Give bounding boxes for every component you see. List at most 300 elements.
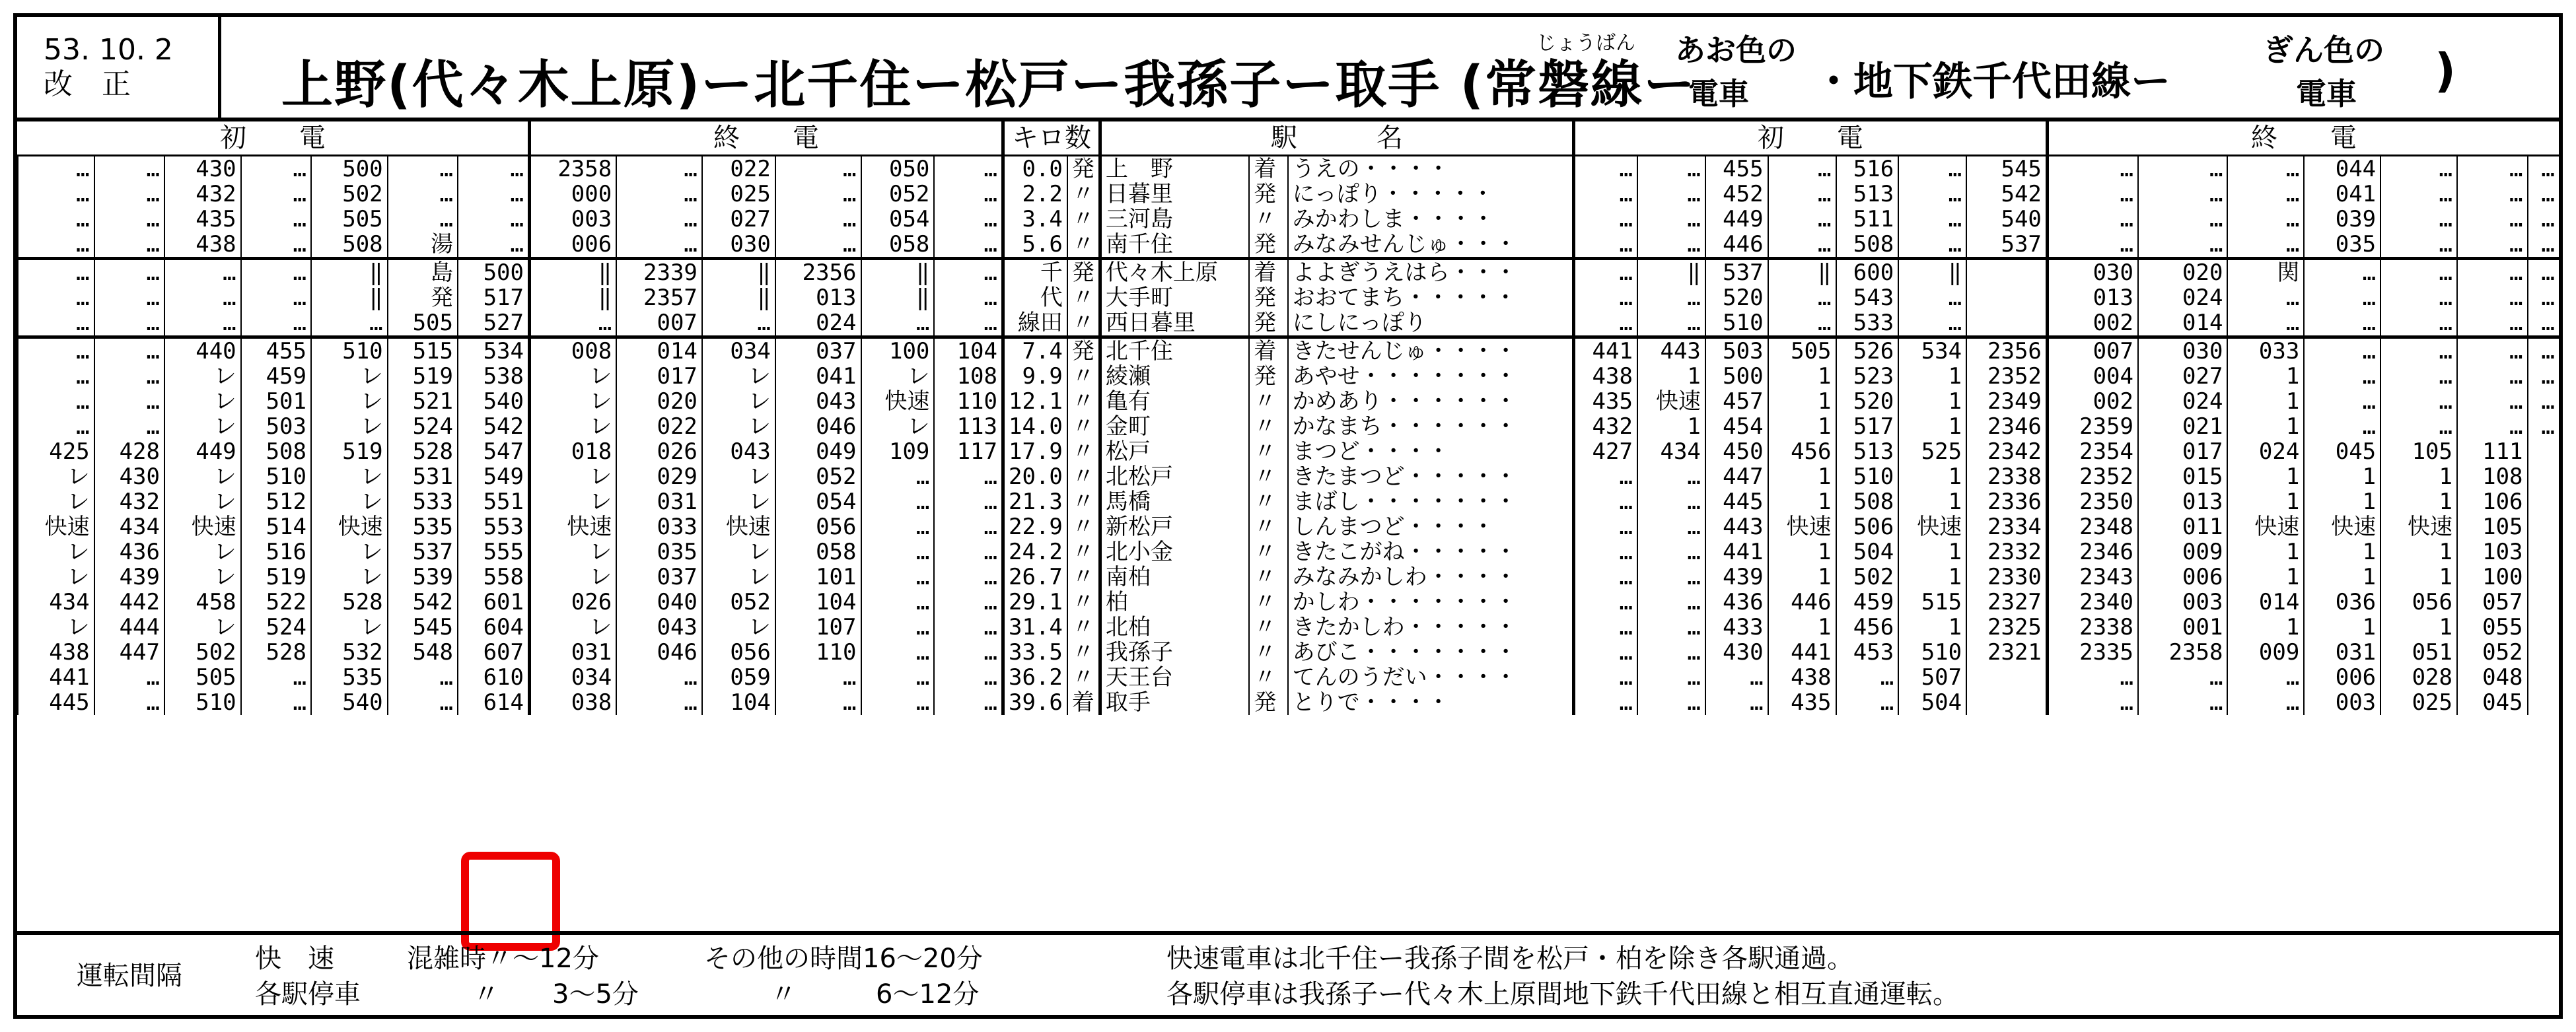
up-last-time: 111 <box>2457 439 2528 464</box>
dep-arr-mark: 〃 <box>1067 389 1100 414</box>
up-first-time: 441 <box>1768 640 1836 665</box>
down-first-time: … <box>18 389 94 414</box>
close-paren: ) <box>2435 44 2456 98</box>
up-first-time: … <box>1637 182 1705 207</box>
down-last-time: レ <box>530 565 617 590</box>
down-first-time: レ <box>164 389 241 414</box>
down-last-time: 037 <box>775 337 861 364</box>
dep-arr-mark: 〃 <box>1067 514 1100 539</box>
down-last-time: 006 <box>530 232 617 259</box>
station-kana: みかわしま・・・・ <box>1288 207 1574 232</box>
up-first-time: … <box>1836 665 1899 690</box>
down-last-time: レ <box>530 464 617 489</box>
up-first-time: … <box>1705 690 1768 715</box>
down-first-time: レ <box>164 489 241 514</box>
down-last-time: 037 <box>616 565 702 590</box>
up-last-time: 014 <box>2227 590 2304 615</box>
down-last-time: 003 <box>530 207 617 232</box>
down-last-time: 034 <box>530 665 617 690</box>
down-last-time: 2339 <box>616 259 702 286</box>
up-first-time: 2330 <box>1966 565 2047 590</box>
station-name: 綾瀬 <box>1100 364 1249 389</box>
down-last-time: … <box>616 156 702 182</box>
down-first-time: 430 <box>94 464 164 489</box>
up-last-time: 2352 <box>2047 464 2138 489</box>
up-last-time: 024 <box>2227 439 2304 464</box>
up-last-time: … <box>2528 232 2559 259</box>
down-first-time: 435 <box>164 207 241 232</box>
km-value: 5.6 <box>1003 232 1067 259</box>
dep-arr-mark: 〃 <box>1067 285 1100 310</box>
up-last-time: 2343 <box>2047 565 2138 590</box>
down-last-time: 035 <box>616 539 702 565</box>
down-last-time: レ <box>702 364 775 389</box>
up-last-time: 009 <box>2138 539 2227 565</box>
up-last-time: … <box>2047 207 2138 232</box>
up-last-time: 2350 <box>2047 489 2138 514</box>
up-first-time: 2321 <box>1966 640 2047 665</box>
down-first-time: 540 <box>458 389 530 414</box>
station-kana: てんのうだい・・・・ <box>1288 665 1574 690</box>
station-name: 馬橋 <box>1100 489 1249 514</box>
down-last-time: … <box>861 464 935 489</box>
up-first-time: ‖ <box>1637 259 1705 286</box>
up-last-time: 041 <box>2304 182 2380 207</box>
up-last-time <box>2528 489 2559 514</box>
up-last-time: 1 <box>2227 615 2304 640</box>
up-last-time: 2358 <box>2138 640 2227 665</box>
up-last-time: 1 <box>2227 539 2304 565</box>
up-last-time: 045 <box>2457 690 2528 715</box>
up-first-time: … <box>1898 207 1966 232</box>
up-first-time: … <box>1573 690 1637 715</box>
down-last-time: … <box>775 665 861 690</box>
station-name: 日暮里 <box>1100 182 1249 207</box>
down-first-time: 539 <box>388 565 458 590</box>
down-first-time: … <box>458 182 530 207</box>
up-last-time: 001 <box>2138 615 2227 640</box>
up-first-time: 2352 <box>1966 364 2047 389</box>
up-last-time: 013 <box>2138 489 2227 514</box>
up-last-time: … <box>2138 690 2227 715</box>
up-last-time: 2354 <box>2047 439 2138 464</box>
km-value: 31.4 <box>1003 615 1067 640</box>
up-first-time: … <box>1573 182 1637 207</box>
up-last-time: 024 <box>2138 285 2227 310</box>
down-first-time: … <box>94 665 164 690</box>
down-last-time: … <box>861 690 935 715</box>
down-last-time: ‖ <box>530 285 617 310</box>
up-last-time: 014 <box>2138 310 2227 337</box>
revision-label: 改 正 <box>44 67 131 101</box>
up-first-time: 500 <box>1705 364 1768 389</box>
up-first-time: … <box>1637 310 1705 337</box>
up-first-time: … <box>1573 615 1637 640</box>
up-first-time: 537 <box>1705 259 1768 286</box>
dep-arr-mark: 〃 <box>1249 464 1287 489</box>
other-local-interval: 〃 6〜12分 <box>770 979 980 1010</box>
down-first-time: 558 <box>458 565 530 590</box>
up-last-time: … <box>2227 207 2304 232</box>
down-first-time: 快速 <box>311 514 388 539</box>
down-first-time: 614 <box>458 690 530 715</box>
up-first-time: 1 <box>1898 539 1966 565</box>
up-last-trains-header: 終 電 <box>2047 121 2559 156</box>
up-last-time: … <box>2227 232 2304 259</box>
up-last-time: 057 <box>2457 590 2528 615</box>
down-first-time: … <box>94 337 164 364</box>
down-first-time: レ <box>18 565 94 590</box>
up-last-time: 1 <box>2304 565 2380 590</box>
up-last-time: … <box>2457 414 2528 439</box>
up-first-time: 456 <box>1768 439 1836 464</box>
down-last-time: 040 <box>616 590 702 615</box>
down-first-time: 524 <box>388 414 458 439</box>
station-kana: かめあり・・・・・・ <box>1288 389 1574 414</box>
table-row <box>18 665 2559 690</box>
up-last-time: … <box>2457 310 2528 337</box>
up-last-time: … <box>2380 310 2457 337</box>
up-last-time <box>2528 514 2559 539</box>
down-first-time: 535 <box>388 514 458 539</box>
dep-arr-mark: 〃 <box>1249 439 1287 464</box>
station-kana: とりで・・・・ <box>1288 690 1574 715</box>
station-name: 西日暮里 <box>1100 310 1249 337</box>
down-last-time: 030 <box>702 232 775 259</box>
dep-arr-mark: 〃 <box>1067 182 1100 207</box>
up-first-time: … <box>1573 207 1637 232</box>
up-last-time: 003 <box>2138 590 2227 615</box>
station-name: 北千住 <box>1100 337 1249 364</box>
dep-arr-mark: 〃 <box>1067 414 1100 439</box>
down-last-time: 050 <box>861 156 935 182</box>
down-last-time: レ <box>530 389 617 414</box>
up-last-time: 2338 <box>2047 615 2138 640</box>
down-first-time: 610 <box>458 665 530 690</box>
up-first-time: … <box>1573 565 1637 590</box>
dep-arr-mark: 〃 <box>1067 207 1100 232</box>
up-last-time: … <box>2138 665 2227 690</box>
up-last-time: 快速 <box>2304 514 2380 539</box>
down-first-time: 440 <box>164 337 241 364</box>
down-last-time: レ <box>702 414 775 439</box>
station-kana: あびこ・・・・・・・ <box>1288 640 1574 665</box>
up-last-time: … <box>2380 207 2457 232</box>
up-first-time: 1 <box>1768 414 1836 439</box>
station-name: 南柏 <box>1100 565 1249 590</box>
down-first-time: レ <box>164 615 241 640</box>
down-first-time: … <box>458 232 530 259</box>
down-first-time: レ <box>164 464 241 489</box>
down-first-time: 458 <box>164 590 241 615</box>
up-first-time: 503 <box>1705 337 1768 364</box>
footer <box>17 931 2559 1019</box>
up-last-time: 快速 <box>2380 514 2457 539</box>
up-last-time: 004 <box>2047 364 2138 389</box>
up-first-time: 430 <box>1705 640 1768 665</box>
down-first-time: 514 <box>241 514 311 539</box>
down-first-time: 501 <box>241 389 311 414</box>
up-first-time: 445 <box>1705 489 1768 514</box>
up-last-time: 1 <box>2227 364 2304 389</box>
up-last-time: 056 <box>2380 590 2457 615</box>
down-first-time: … <box>241 232 311 259</box>
table-row <box>18 565 2559 590</box>
up-last-time: … <box>2457 259 2528 286</box>
station-name: 松戸 <box>1100 439 1249 464</box>
down-first-time: レ <box>311 414 388 439</box>
down-last-time: 034 <box>702 337 775 364</box>
up-last-time: 2335 <box>2047 640 2138 665</box>
up-last-time <box>2528 539 2559 565</box>
up-first-time: … <box>1637 640 1705 665</box>
down-first-time: … <box>388 207 458 232</box>
up-last-time: … <box>2227 310 2304 337</box>
down-first-time: … <box>94 389 164 414</box>
down-first-time: … <box>241 310 311 337</box>
down-first-time: 510 <box>241 464 311 489</box>
dep-arr-mark: 〃 <box>1249 665 1287 690</box>
down-last-time: レ <box>861 414 935 439</box>
down-first-time: … <box>18 259 94 286</box>
up-first-time: 1 <box>1768 389 1836 414</box>
up-last-time: … <box>2457 364 2528 389</box>
down-first-time: レ <box>18 489 94 514</box>
station-name: 天王台 <box>1100 665 1249 690</box>
up-last-time: 030 <box>2138 337 2227 364</box>
up-last-time <box>2528 464 2559 489</box>
dep-arr-mark: 発 <box>1067 337 1100 364</box>
down-first-time: … <box>94 414 164 439</box>
table-row <box>18 389 2559 414</box>
up-first-time: 502 <box>1836 565 1899 590</box>
down-last-time: 026 <box>616 439 702 464</box>
down-last-time: ‖ <box>861 259 935 286</box>
dep-arr-mark: 発 <box>1067 259 1100 286</box>
up-first-time: 2356 <box>1966 337 2047 364</box>
up-last-time: 1 <box>2380 615 2457 640</box>
down-first-time: レ <box>164 539 241 565</box>
down-first-time: 548 <box>388 640 458 665</box>
up-first-time: 508 <box>1836 232 1899 259</box>
down-last-time: 113 <box>934 414 1003 439</box>
down-last-time: 049 <box>775 439 861 464</box>
down-first-time: 430 <box>164 156 241 182</box>
down-first-time: 502 <box>311 182 388 207</box>
down-first-time: … <box>94 310 164 337</box>
dep-arr-mark: 〃 <box>1067 464 1100 489</box>
table-row <box>18 615 2559 640</box>
up-first-time: … <box>1637 285 1705 310</box>
up-last-time: … <box>2047 156 2138 182</box>
up-last-time: 002 <box>2047 310 2138 337</box>
down-last-time: レ <box>702 565 775 590</box>
down-first-time: 542 <box>388 590 458 615</box>
up-last-time: … <box>2304 310 2380 337</box>
down-last-time: 2358 <box>530 156 617 182</box>
table-row <box>18 539 2559 565</box>
up-last-time: 2340 <box>2047 590 2138 615</box>
down-first-time: 432 <box>94 489 164 514</box>
station-kana: よよぎうえはら・・・ <box>1288 259 1574 286</box>
up-last-time: 013 <box>2047 285 2138 310</box>
station-kana: きたせんじゅ・・・・ <box>1288 337 1574 364</box>
up-first-time: 506 <box>1836 514 1899 539</box>
up-first-time: 435 <box>1768 690 1836 715</box>
station-name: 金町 <box>1100 414 1249 439</box>
dep-arr-mark: 発 <box>1249 364 1287 389</box>
down-first-time: 508 <box>311 232 388 259</box>
down-last-time: … <box>861 640 935 665</box>
up-last-time: … <box>2528 310 2559 337</box>
up-first-time: 1 <box>1898 565 1966 590</box>
up-first-time: … <box>1573 539 1637 565</box>
down-first-time: … <box>388 156 458 182</box>
up-last-time: 1 <box>2227 489 2304 514</box>
dep-arr-mark: 〃 <box>1067 640 1100 665</box>
down-first-time: 604 <box>458 615 530 640</box>
down-last-time: 2356 <box>775 259 861 286</box>
up-first-time: 2338 <box>1966 464 2047 489</box>
down-first-time: … <box>458 207 530 232</box>
up-first-time: … <box>1573 640 1637 665</box>
up-last-time: 006 <box>2304 665 2380 690</box>
km-value: 29.1 <box>1003 590 1067 615</box>
down-first-time: 455 <box>241 337 311 364</box>
dep-arr-mark: 〃 <box>1067 232 1100 259</box>
up-first-time: 525 <box>1898 439 1966 464</box>
dep-arr-mark: 〃 <box>1249 539 1287 565</box>
up-first-time: 517 <box>1836 414 1899 439</box>
up-first-time: … <box>1898 285 1966 310</box>
up-first-time: 504 <box>1836 539 1899 565</box>
up-first-time: 443 <box>1637 337 1705 364</box>
down-first-time: レ <box>18 615 94 640</box>
up-first-time: 510 <box>1705 310 1768 337</box>
up-last-time: 030 <box>2047 259 2138 286</box>
km-value: 26.7 <box>1003 565 1067 590</box>
dep-arr-mark: 〃 <box>1067 539 1100 565</box>
down-last-time: 043 <box>775 389 861 414</box>
up-first-time: 449 <box>1705 207 1768 232</box>
up-first-time: ‖ <box>1768 259 1836 286</box>
up-first-time: 520 <box>1705 285 1768 310</box>
up-last-time <box>2528 665 2559 690</box>
up-first-time: 快速 <box>1637 389 1705 414</box>
km-value: 12.1 <box>1003 389 1067 414</box>
up-last-time: … <box>2138 182 2227 207</box>
rapid-note: 快速電車は北千住ー我孫子間を松戸・柏を除き各駅通過。 <box>1166 944 1853 974</box>
up-first-time: 1 <box>1637 414 1705 439</box>
station-kana: きたまつど・・・・・ <box>1288 464 1574 489</box>
down-first-time: 535 <box>311 665 388 690</box>
up-last-time: … <box>2047 690 2138 715</box>
up-first-time: 436 <box>1705 590 1768 615</box>
down-last-time: … <box>775 690 861 715</box>
up-first-time: 435 <box>1573 389 1637 414</box>
down-first-time: レ <box>164 565 241 590</box>
down-first-time: … <box>164 285 241 310</box>
km-value: 36.2 <box>1003 665 1067 690</box>
station-kana: まつど・・・・ <box>1288 439 1574 464</box>
down-last-time: … <box>934 539 1003 565</box>
down-first-time: 547 <box>458 439 530 464</box>
up-last-time: 003 <box>2304 690 2380 715</box>
up-last-time: … <box>2047 232 2138 259</box>
down-last-time: … <box>934 182 1003 207</box>
up-first-time: 447 <box>1705 464 1768 489</box>
down-last-time: 110 <box>775 640 861 665</box>
down-last-time: 快速 <box>530 514 617 539</box>
up-first-time: 1 <box>1637 364 1705 389</box>
up-first-time: 2332 <box>1966 539 2047 565</box>
up-first-time: 443 <box>1705 514 1768 539</box>
up-last-time <box>2528 439 2559 464</box>
km-value: 14.0 <box>1003 414 1067 439</box>
down-first-time: 505 <box>388 310 458 337</box>
up-first-time: 441 <box>1573 337 1637 364</box>
down-first-time: … <box>94 690 164 715</box>
up-first-time: 438 <box>1768 665 1836 690</box>
station-kana: うえの・・・・ <box>1288 156 1574 182</box>
up-last-time: 108 <box>2457 464 2528 489</box>
dep-arr-mark: 発 <box>1249 310 1287 337</box>
up-first-time: 508 <box>1836 489 1899 514</box>
down-last-time: … <box>934 310 1003 337</box>
down-last-time: レ <box>702 464 775 489</box>
up-last-time: … <box>2457 285 2528 310</box>
down-first-trains-header: 初 電 <box>18 121 530 156</box>
up-first-trains-header: 初 電 <box>1573 121 2047 156</box>
down-first-time: 505 <box>311 207 388 232</box>
rapid-rush-interval: 混雑時〃〜12分 <box>407 944 599 974</box>
up-last-time: 1 <box>2380 464 2457 489</box>
down-last-time: 043 <box>616 615 702 640</box>
down-first-time: 524 <box>241 615 311 640</box>
up-last-time: 007 <box>2047 337 2138 364</box>
down-first-time: 542 <box>458 414 530 439</box>
down-last-time: 059 <box>702 665 775 690</box>
up-last-time <box>2528 590 2559 615</box>
dep-arr-mark: 〃 <box>1067 565 1100 590</box>
local-note: 各駅停車は我孫子ー代々木上原間地下鉄千代田線と相互直通運転。 <box>1166 979 1959 1010</box>
down-first-time: 534 <box>458 337 530 364</box>
up-first-time: … <box>1637 232 1705 259</box>
down-first-time: 528 <box>311 590 388 615</box>
station-name: 南千住 <box>1100 232 1249 259</box>
table-row <box>18 182 2559 207</box>
station-name: 新松戸 <box>1100 514 1249 539</box>
down-first-time: 441 <box>18 665 94 690</box>
up-last-time: 052 <box>2457 640 2528 665</box>
up-first-time: … <box>1637 464 1705 489</box>
down-first-time: … <box>18 364 94 389</box>
up-last-time: … <box>2457 232 2528 259</box>
down-last-time: … <box>775 156 861 182</box>
down-first-time: 521 <box>388 389 458 414</box>
station-kana: かなまち・・・・・・ <box>1288 414 1574 439</box>
down-last-time: レ <box>702 489 775 514</box>
down-first-time: 601 <box>458 590 530 615</box>
up-last-time: 1 <box>2304 539 2380 565</box>
down-first-time: 500 <box>311 156 388 182</box>
table-row <box>18 640 2559 665</box>
up-first-time: … <box>1768 156 1836 182</box>
up-last-time: 025 <box>2380 690 2457 715</box>
up-last-time: 031 <box>2304 640 2380 665</box>
up-first-time <box>1966 310 2047 337</box>
down-first-time: 428 <box>94 439 164 464</box>
